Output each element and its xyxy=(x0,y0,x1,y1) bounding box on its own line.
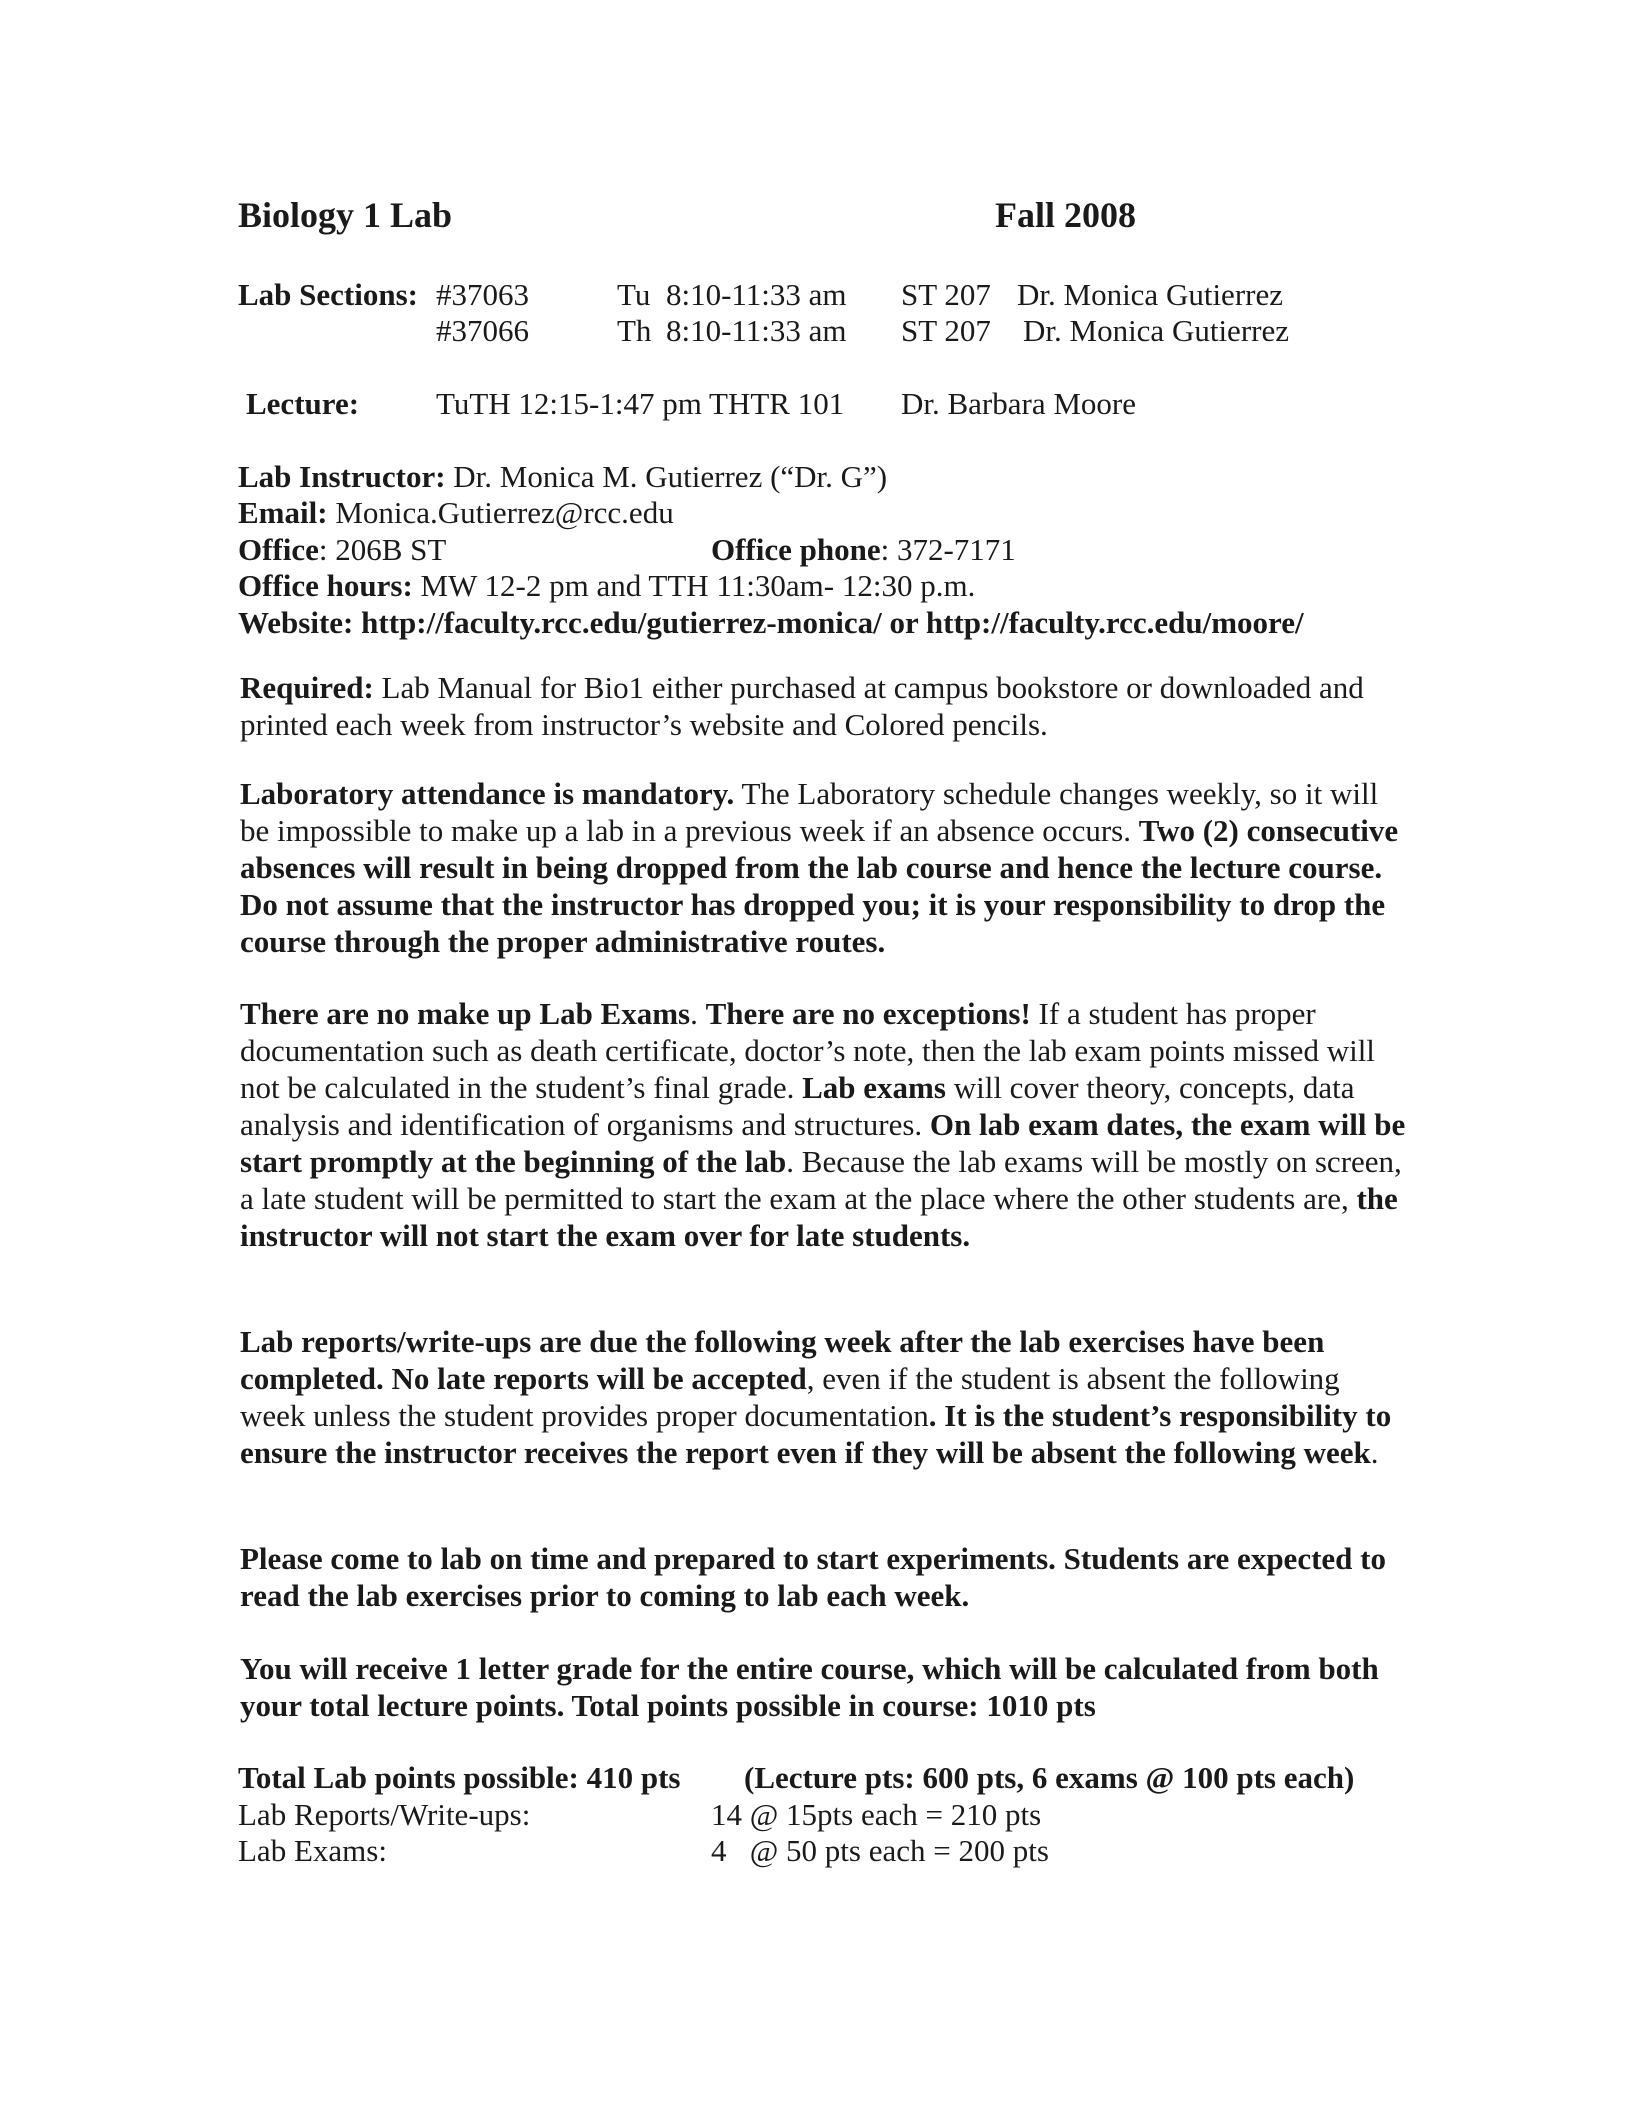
reports-paragraph xyxy=(240,1323,1410,1471)
office-value: : 206B ST xyxy=(318,532,447,567)
exams-text: . Because the lab exams will be mostly on screen, a late student will be permitted to start the exam at the place where the other students are, xyxy=(240,1144,1402,1216)
points-row-value: 4 @ 50 pts each = 200 pts xyxy=(711,1833,1049,1868)
office-hours-line xyxy=(238,568,975,604)
website-line xyxy=(238,605,1304,641)
office-hours-label: Office hours: xyxy=(238,568,413,603)
section-day: Tu xyxy=(617,277,651,312)
lab-instructor-label: Lab Instructor: xyxy=(238,459,446,494)
grading-paragraph: You will receive 1 letter grade for the entire course, which will be calculated from both your total lecture points. Total points possible in course: 1010 pts xyxy=(240,1651,1379,1723)
required-text: Lab Manual for Bio1 either purchased at campus bookstore or downloaded and printed each week from instructor’s website and Colored pencils. xyxy=(240,670,1364,742)
section-day: Th xyxy=(617,313,652,348)
exams-no-exceptions: There are no exceptions! xyxy=(705,996,1031,1031)
exams-start-promptly: On lab exam dates, the exam will be start promptly at the beginning of the lab xyxy=(240,1107,1406,1179)
reports-responsibility: . It is the student’s responsibility to ensure the instructor receives the report even if they will be absent the following week xyxy=(240,1398,1392,1470)
section-number: #37063 xyxy=(436,277,529,312)
office-phone-label: Office phone xyxy=(711,532,881,567)
website-label: Website: xyxy=(238,605,354,640)
office-phone-value: : 372-7171 xyxy=(880,532,1016,567)
office-label: Office xyxy=(238,532,319,567)
section-instructor: Dr. Monica Gutierrez xyxy=(1017,277,1283,312)
points-row-value: 14 @ 15pts each = 210 pts xyxy=(711,1797,1042,1832)
lab-sections-label: Lab Sections: xyxy=(238,277,418,312)
email-line xyxy=(238,495,674,531)
section-time: 8:10-11:33 am xyxy=(666,313,847,348)
office-hours-value: MW 12-2 pm and TTH 11:30am- 12:30 p.m. xyxy=(420,568,976,603)
office-line xyxy=(238,532,446,568)
exams-paragraph xyxy=(240,995,1410,1254)
exams-text: If a student has proper documentation such as death certificate, doctor’s note, then the lab exam points missed will not be calculated in the student’s final grade. xyxy=(240,996,1375,1105)
section-time: 8:10-11:33 am xyxy=(666,277,847,312)
email-label: Email: xyxy=(238,495,328,530)
section-instructor: Dr. Monica Gutierrez xyxy=(1023,313,1289,348)
website-links[interactable]: http://faculty.rcc.edu/gutierrez-monica/ or http://faculty.rcc.edu/moore/ xyxy=(361,605,1304,640)
course-title: Biology 1 Lab xyxy=(238,195,453,235)
points-row-label: Lab Exams: xyxy=(238,1833,387,1868)
exams-no-makeup: There are no make up Lab Exams xyxy=(240,996,691,1031)
lecture-instructor: Dr. Barbara Moore xyxy=(901,386,1136,421)
lecture-points-note: (Lecture pts: 600 pts, 6 exams @ 100 pts each) xyxy=(744,1760,1355,1795)
section-room: ST 207 xyxy=(901,277,991,312)
exams-text: . xyxy=(690,996,706,1031)
reports-due: Lab reports/write-ups are due the following week after the lab exercises have been completed. No late reports will be accepted xyxy=(240,1324,1325,1396)
reports-text: , even if the student is absent the following week unless the student provides proper documentation xyxy=(240,1361,1340,1433)
required-paragraph xyxy=(240,669,1410,743)
section-number: #37066 xyxy=(436,313,529,348)
punctuality-paragraph: Please come to lab on time and prepared to start experiments. Students are expected to read the lab exercises prior to coming to lab each week. xyxy=(240,1541,1386,1613)
lab-instructor-line xyxy=(238,459,887,495)
attendance-heading: Laboratory attendance is mandatory. xyxy=(240,776,735,811)
term-title: Fall 2008 xyxy=(995,195,1136,235)
exams-lab-exams: Lab exams xyxy=(802,1070,946,1105)
section-room: ST 207 xyxy=(901,313,991,348)
lecture-schedule: TuTH 12:15-1:47 pm THTR 101 xyxy=(436,386,845,421)
exams-text: will cover theory, concepts, data analysis and identification of organisms and structures. xyxy=(240,1070,1355,1142)
attendance-text: The Laboratory schedule changes weekly, so it will be impossible to make up a lab in a previous week if an absence occurs. xyxy=(240,776,1379,848)
reports-text: . xyxy=(1370,1435,1379,1470)
required-label: Required: xyxy=(240,670,374,705)
email-value[interactable]: Monica.Gutierrez@rcc.edu xyxy=(335,495,674,530)
lecture-label: Lecture: xyxy=(246,386,360,421)
points-row-label: Lab Reports/Write-ups: xyxy=(238,1797,531,1832)
office-phone-line xyxy=(711,532,1016,568)
attendance-drop-policy: Two (2) consecutive absences will result in being dropped from the lab course and hence the lecture course. Do not assume that the instructor has dropped you; it is your responsibility to drop the course through the proper administrative routes. xyxy=(240,813,1399,959)
lab-instructor-value: Dr. Monica M. Gutierrez (“Dr. G”) xyxy=(453,459,888,494)
exams-no-restart: the instructor will not start the exam over for late students. xyxy=(240,1181,1398,1253)
total-lab-points: Total Lab points possible: 410 pts xyxy=(238,1760,681,1795)
attendance-paragraph xyxy=(240,775,1410,960)
